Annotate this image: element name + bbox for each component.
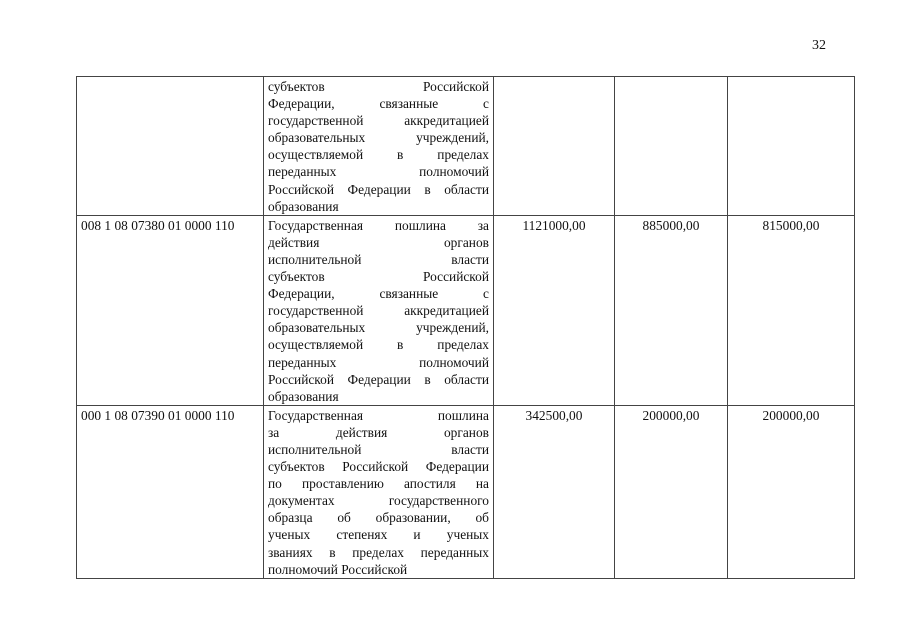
name-line: субъектов Российской Федерации	[268, 459, 489, 475]
page-number: 32	[812, 38, 826, 53]
name-line: за действия органов	[268, 424, 489, 440]
name-line: действия органов	[268, 234, 489, 250]
name-line: субъектов Российской	[268, 79, 489, 94]
name-line: Государственная пошлина	[268, 407, 489, 423]
name-line: осуществляемой в пределах	[268, 147, 489, 163]
table-row	[77, 77, 855, 216]
name-line: исполнительной власти	[268, 441, 489, 457]
name-line: полномочий Российской	[268, 561, 408, 577]
name-line: Федерации, связанные с	[268, 96, 489, 112]
name-line: образования	[268, 198, 339, 214]
name-line: исполнительной власти	[268, 251, 489, 267]
amount-cell-2: 200000,00	[615, 405, 728, 578]
amount-cell-1: 342500,00	[494, 405, 615, 578]
name-line: Государственная пошлина за	[268, 217, 489, 233]
name-line: Российской Федерации в области	[268, 181, 489, 197]
name-line: субъектов Российской	[268, 269, 489, 285]
amount-cell-3	[728, 77, 855, 216]
amount-cell-1	[494, 77, 615, 216]
amount-cell-2	[615, 77, 728, 216]
name-line: государственной аккредитацией	[268, 303, 489, 319]
name-line: ученых степенях и ученых	[268, 527, 489, 543]
revenue-name-cell	[264, 215, 494, 405]
budget-code-cell: 000 1 08 07390 01 0000 110	[77, 405, 264, 578]
name-line: образца об образовании, об	[268, 510, 489, 526]
name-line: Российской Федерации в области	[268, 371, 489, 387]
amount-cell-1: 1121000,00	[494, 215, 615, 405]
table-row	[77, 405, 855, 578]
name-line: Федерации, связанные с	[268, 286, 489, 302]
name-line: переданных полномочий	[268, 354, 489, 370]
name-line: образовательных учреждений,	[268, 320, 489, 336]
name-line: званиях в пределах переданных	[268, 544, 489, 560]
table-row	[77, 215, 855, 405]
amount-cell-3: 200000,00	[728, 405, 855, 578]
revenue-name-cell	[264, 77, 494, 216]
revenue-name-cell	[264, 405, 494, 578]
name-line: государственной аккредитацией	[268, 113, 489, 129]
revenue-table	[76, 76, 855, 579]
name-line: образовательных учреждений,	[268, 130, 489, 146]
budget-code-cell	[77, 77, 264, 216]
budget-code-cell: 008 1 08 07380 01 0000 110	[77, 215, 264, 405]
name-line: образования	[268, 388, 339, 404]
name-line: переданных полномочий	[268, 164, 489, 180]
name-line: осуществляемой в пределах	[268, 337, 489, 353]
amount-cell-2: 885000,00	[615, 215, 728, 405]
amount-cell-3: 815000,00	[728, 215, 855, 405]
name-line: документах государственного	[268, 493, 489, 509]
name-line: по проставлению апостиля на	[268, 476, 489, 492]
